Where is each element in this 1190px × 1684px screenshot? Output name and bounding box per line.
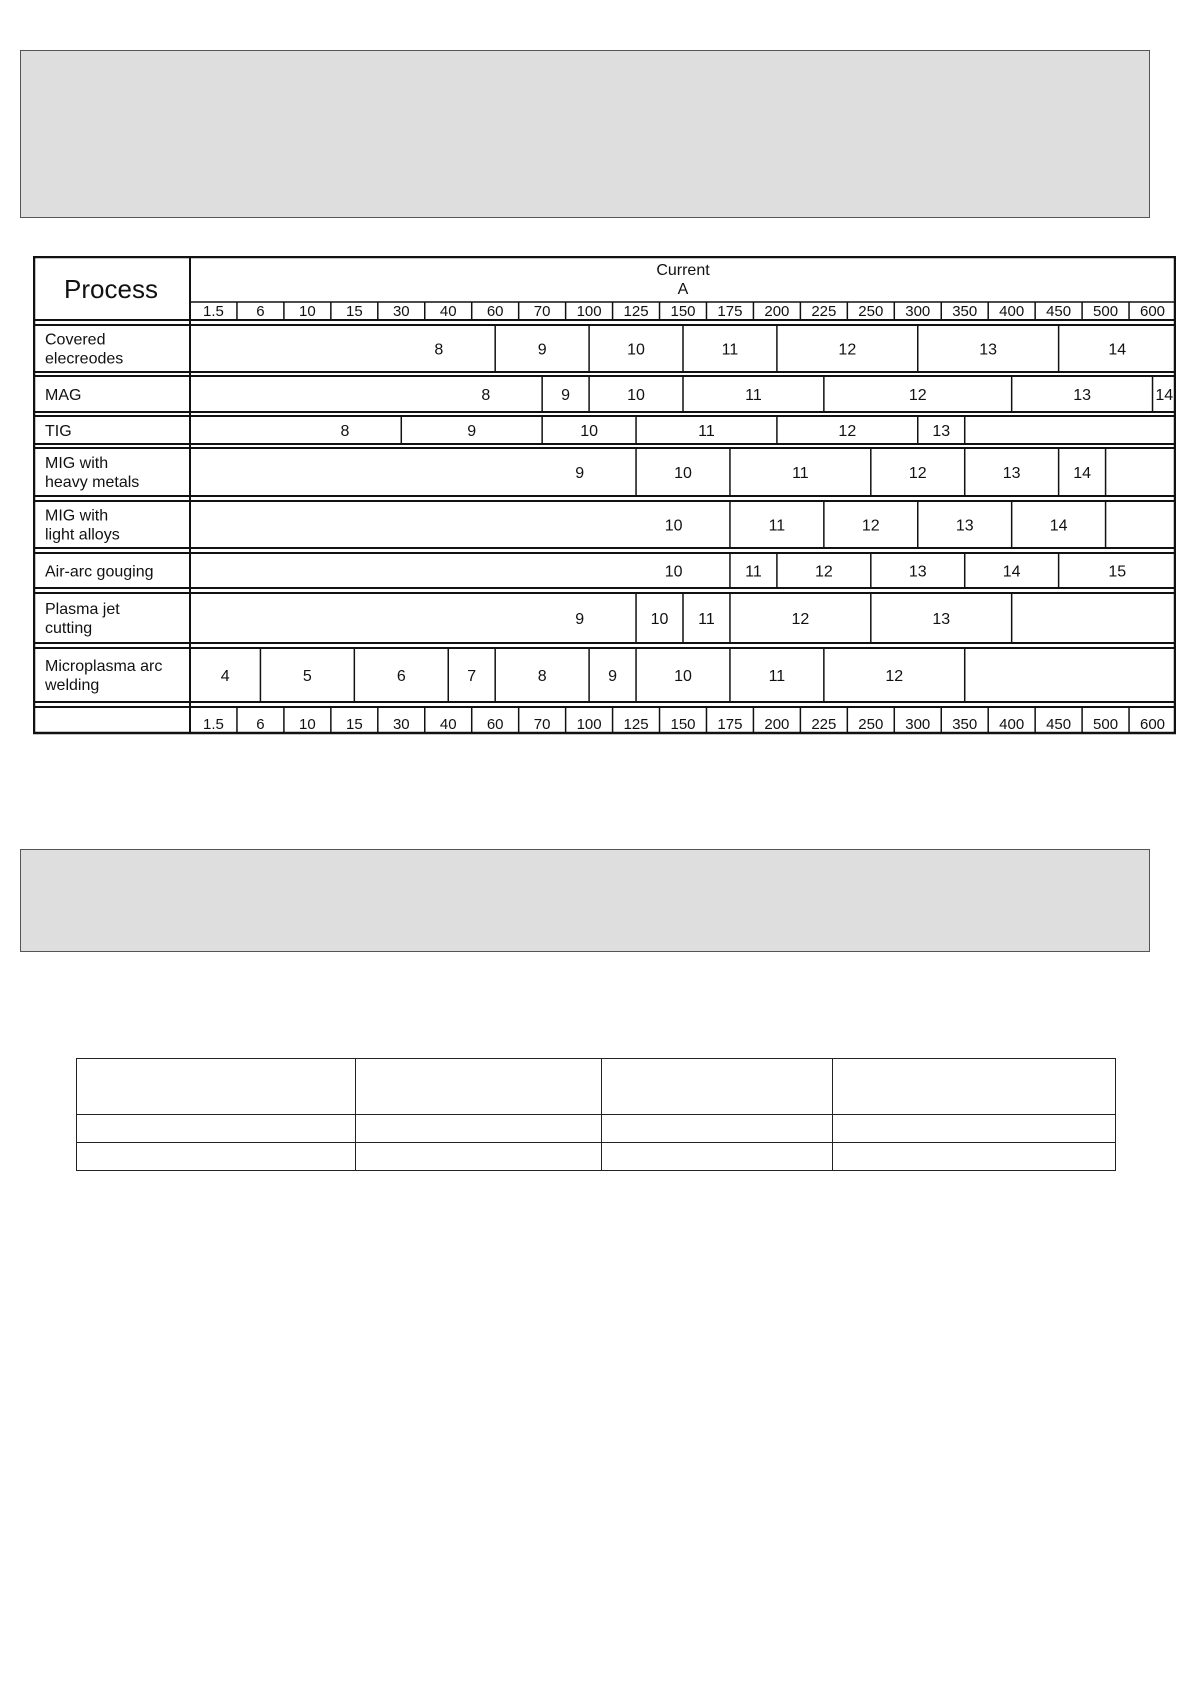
shade-number: 11 [768, 517, 786, 535]
table-cell [833, 1059, 1116, 1115]
shade-number: 13 [932, 611, 951, 628]
shade-number: 12 [814, 563, 833, 581]
shade-number: 9 [467, 423, 477, 440]
current-scale-label-top: 175 [717, 303, 743, 320]
current-scale-label-top: 400 [999, 303, 1025, 320]
current-scale-label-top: 450 [1046, 303, 1072, 320]
table-cell [77, 1143, 356, 1171]
shade-number: 10 [650, 611, 669, 628]
table-cell [833, 1143, 1116, 1171]
shade-number: 8 [537, 668, 547, 685]
current-scale-label-top: 6 [256, 303, 265, 320]
shade-number: 10 [664, 517, 683, 535]
table-row [77, 1059, 1116, 1115]
shade-number: 12 [838, 341, 857, 359]
current-scale-label-bottom: 600 [1140, 716, 1166, 733]
current-scale-label-bottom: 40 [439, 716, 457, 733]
table-cell [77, 1115, 356, 1143]
current-scale-label-top: 250 [858, 303, 884, 320]
shade-number: 9 [575, 611, 585, 628]
shade-number: 11 [698, 423, 715, 440]
current-scale-label-top: 600 [1140, 303, 1166, 320]
filter-shade-chart [33, 256, 1176, 774]
current-scale-label-bottom: 400 [999, 716, 1025, 733]
table-row [77, 1143, 1116, 1171]
shade-number: 6 [396, 668, 406, 685]
current-scale-label-bottom: 1.5 [203, 716, 224, 733]
table-row [77, 1115, 1116, 1143]
process-name: light alloys [45, 526, 120, 544]
current-scale-label-bottom: 300 [905, 716, 931, 733]
current-scale-label-top: 10 [299, 303, 316, 320]
shade-number: 12 [908, 387, 927, 404]
table-cell [602, 1115, 833, 1143]
current-scale-label-top: 40 [439, 303, 457, 320]
table-cell [77, 1059, 356, 1115]
shade-number: 13 [979, 341, 998, 359]
table-cell [602, 1143, 833, 1171]
current-scale-label-top: 150 [670, 303, 696, 320]
shade-number: 13 [955, 517, 974, 535]
current-scale-label-bottom: 175 [717, 716, 743, 733]
table-cell [602, 1059, 833, 1115]
process-name: welding [45, 677, 100, 694]
current-scale-label-top: 350 [952, 303, 978, 320]
current-scale-label-top: 225 [811, 303, 837, 320]
process-name: TIG [45, 423, 72, 440]
current-scale-label-bottom: 350 [952, 716, 978, 733]
shade-number: 13 [1073, 387, 1091, 404]
grey-text-box-bottom [20, 849, 1150, 952]
current-scale-label-bottom: 500 [1093, 716, 1119, 733]
current-scale-label-top: 500 [1093, 303, 1119, 320]
current-scale-label-bottom: 15 [345, 716, 363, 733]
process-name: elecreodes [45, 350, 124, 368]
current-scale-label-bottom: 125 [623, 716, 649, 733]
process-name: Plasma jet [45, 601, 120, 618]
current-scale-label-bottom: 10 [299, 716, 316, 733]
shade-number: 9 [537, 341, 547, 359]
shade-number: 7 [467, 668, 477, 685]
current-scale-label-top: 15 [345, 303, 363, 320]
process-name: Air-arc gouging [45, 563, 154, 581]
shade-number: 10 [627, 341, 645, 359]
shade-number: 10 [674, 465, 692, 482]
shade-number: 8 [340, 423, 350, 440]
current-scale-label-bottom: 60 [486, 716, 504, 733]
shade-number: 11 [698, 611, 715, 628]
table-cell [833, 1115, 1116, 1143]
current-scale-label-top: 300 [905, 303, 931, 320]
shade-number: 11 [792, 465, 809, 482]
current-scale-label-bottom: 200 [764, 716, 790, 733]
process-name: MIG with [45, 507, 109, 525]
current-scale-label-bottom: 225 [811, 716, 837, 733]
shade-number: 9 [608, 668, 618, 685]
current-scale-label-top: 1.5 [203, 303, 224, 320]
current-scale-label-top: 100 [576, 303, 602, 320]
shade-number: 14 [1108, 341, 1127, 359]
current-scale-label-top: 60 [486, 303, 504, 320]
process-name: Microplasma arc [45, 658, 163, 675]
shade-number: 14 [1155, 387, 1174, 404]
shade-number: 8 [434, 341, 444, 359]
shade-number: 13 [1002, 465, 1021, 482]
process-name: heavy metals [45, 474, 140, 491]
table-cell [356, 1059, 602, 1115]
shade-number: 12 [861, 517, 880, 535]
shade-number: 5 [302, 668, 312, 685]
shade-number: 11 [745, 387, 762, 404]
current-scale-label-bottom: 6 [256, 716, 265, 733]
current-scale-label-bottom: 100 [576, 716, 602, 733]
shade-number: 11 [721, 341, 739, 359]
process-name: cutting [45, 620, 93, 637]
shade-number: 14 [1002, 563, 1021, 581]
shade-number: 12 [908, 465, 927, 482]
current-scale-label-bottom: 70 [533, 716, 551, 733]
shade-number: 10 [664, 563, 683, 581]
shade-number: 8 [481, 387, 491, 404]
table-cell [356, 1115, 602, 1143]
shade-number: 10 [580, 423, 598, 440]
process-header: Process [64, 274, 158, 304]
shade-number: 4 [220, 668, 230, 685]
shade-number: 13 [908, 563, 927, 581]
process-name: Covered [45, 331, 106, 349]
shade-number: 11 [768, 668, 786, 685]
current-header: Current [656, 262, 710, 279]
shade-number: 11 [745, 563, 762, 581]
current-scale-label-bottom: 250 [858, 716, 884, 733]
shade-number: 12 [885, 668, 904, 685]
shade-number: 13 [932, 423, 951, 440]
process-name: MIG with [45, 455, 109, 472]
current-scale-label-top: 70 [533, 303, 551, 320]
current-scale-label-bottom: 450 [1046, 716, 1072, 733]
shade-number: 12 [791, 611, 810, 628]
current-scale-label-top: 200 [764, 303, 790, 320]
shade-number: 12 [838, 423, 857, 440]
process-name: MAG [45, 387, 82, 404]
shade-number: 14 [1049, 517, 1068, 535]
shade-number: 15 [1108, 563, 1127, 581]
shade-number: 9 [561, 387, 571, 404]
table-cell [356, 1143, 602, 1171]
current-unit: A [677, 281, 689, 298]
current-scale-label-top: 30 [392, 303, 410, 320]
shade-number: 14 [1073, 465, 1091, 482]
shade-number: 9 [575, 465, 585, 482]
current-scale-label-bottom: 150 [670, 716, 696, 733]
current-scale-label-bottom: 30 [392, 716, 410, 733]
shade-number: 10 [674, 668, 692, 685]
current-scale-label-top: 125 [623, 303, 649, 320]
grey-text-box-top [20, 50, 1150, 218]
blank-table [76, 1058, 1116, 1171]
shade-number: 10 [627, 387, 645, 404]
